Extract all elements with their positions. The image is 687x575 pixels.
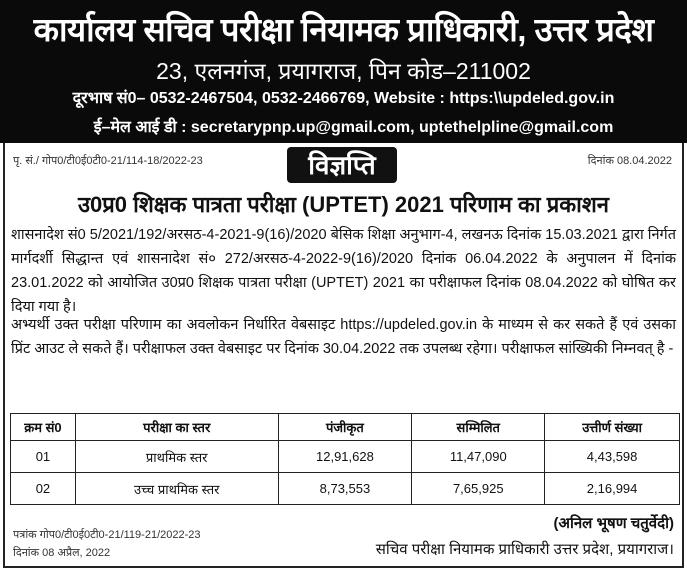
- cell: 11,47,090: [412, 441, 545, 473]
- cell: 8,73,553: [278, 473, 412, 505]
- notice-date: दिनांक 08.04.2022: [587, 155, 672, 167]
- letter-number: पत्रांक गोप0/टी0ई0टी0-21/119-21/2022-23: [13, 529, 201, 541]
- letter-date: दिनांक 08 अप्रैल, 2022: [13, 547, 111, 559]
- notice-badge: विज्ञप्ति: [287, 147, 397, 183]
- notice-body: [3, 143, 684, 568]
- col-header: सम्मिलित: [412, 414, 545, 441]
- cell: 2,16,994: [545, 473, 680, 505]
- notice-title: उ0प्र0 शिक्षक पात्रता परीक्षा (UPTET) 2021 परिणाम का प्रकाशन: [77, 192, 610, 217]
- office-header: [0, 0, 687, 143]
- signatory-name: (अनिल भूषण चतुर्वेदी): [553, 515, 674, 532]
- contact-email: ई–मेल आई डी : secretarypnp.up@gmail.com, uptethelpline@gmail.com: [93, 119, 614, 136]
- cell: 12,91,628: [278, 441, 412, 473]
- result-statistics-table: [10, 413, 680, 505]
- reference-number: पृ. सं./ गोप0/टी0ई0टी0-21/114-18/2022-23: [13, 155, 203, 167]
- col-header: पंजीकृत: [278, 414, 412, 441]
- cell: 02: [11, 473, 76, 505]
- office-name: कार्यालय सचिव परीक्षा नियामक प्राधिकारी, उत्तर प्रदेश: [33, 11, 654, 48]
- table-row: [11, 473, 680, 505]
- office-address: 23, एलनगंज, प्रयागराज, पिन कोड–211002: [156, 58, 531, 84]
- cell: 7,65,925: [412, 473, 545, 505]
- cell: प्राथमिक स्तर: [75, 441, 278, 473]
- table-header-row: [11, 414, 680, 441]
- col-header: उत्तीर्ण संख्या: [545, 414, 680, 441]
- col-header: परीक्षा का स्तर: [75, 414, 278, 441]
- col-header: क्रम सं0: [11, 414, 76, 441]
- notice-paragraph-1: शासनादेश सं0 5/2021/192/अरसठ-4-2021-9(16)/2020 बेसिक शिक्षा अनुभाग-4, लखनऊ दिनांक 15.03.2021 द्वारा निर्गत मार्गदर्शी सिद्धान्त एवं शासनादेश सं० 272/अरसठ-4-2022-9(16)/2020 दिनांक 06.04.2022 के अनुपालन में दिनांक 23.01.2022 को आयोजित उ0प्र0 शिक्षक पात्रता परीक्षा (UPTET) 2021 का परीक्षाफल दिनांक 08.04.2022 को घोषित कर दिया गया है।: [11, 227, 676, 315]
- contact-phone-website: दूरभाष सं0– 0532-2467504, 0532-2466769, Website : https:\\updeled.gov.in: [72, 90, 615, 107]
- cell: 01: [11, 441, 76, 473]
- cell: 4,43,598: [545, 441, 680, 473]
- cell: उच्च प्राथमिक स्तर: [75, 473, 278, 505]
- table-row: [11, 441, 680, 473]
- notice-paragraph-2: अभ्यर्थी उक्त परीक्षा परिणाम का अवलोकन निर्धारित वेबसाइट https://updeled.gov.in के माध्यम से कर सकते हैं एवं उसका प्रिंट आउट ले सकते हैं। परीक्षाफल उक्त वेबसाइट पर दिनांक 30.04.2022 तक उपलब्ध रहेगा। परीक्षाफल सांख्यिकी निम्नवत् है -: [11, 317, 676, 357]
- signatory-title: सचिव परीक्षा नियामक प्राधिकारी उत्तर प्रदेश, प्रयागराज।: [375, 541, 674, 558]
